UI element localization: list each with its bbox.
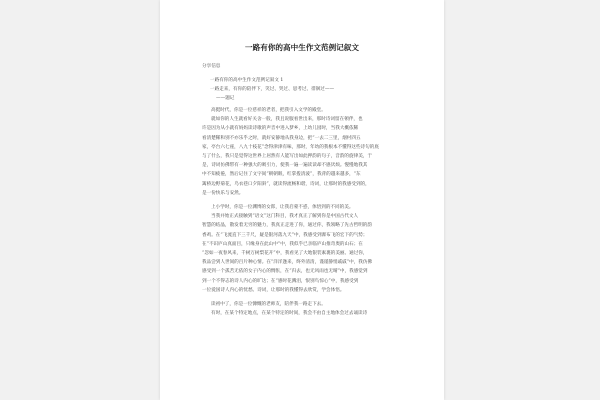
document-page (160, 0, 444, 400)
paragraph-line: 香鸡。在“飞流直下三千尺，疑是银河落九天”中，我感受到瀑布飞的宏下的气势； (202, 232, 368, 238)
paragraph-line: 当我并始正式接触到“语文”这门科目，我才真正了解到你是中国古代文人 (211, 214, 359, 220)
paragraph-line: 是，诗词仿佛带有一种强大的吸引力，使我一遍一遍读读却不感厌烦。慢慢地我其 (202, 163, 368, 169)
epigraph-attribution: ——题记 (216, 96, 235, 102)
paragraph-line: 许是因为从小就有妈妈读诗歌的声音中进入梦乡，上幼儿园时，当我大概依稀 (202, 126, 359, 132)
paragraph-line: 就如你的人生就看好关舍一般，我且说服看世出来，那时诗词留在頓伴，也 (211, 117, 363, 123)
epigraph-line: 一路走来，有你的陪伴下，笑过、哭过、思考过、徘徊过—— (210, 87, 335, 93)
paragraph-line: 高挺时代，你是一位慈祥的老者，把我引入文学的殿堂。 (211, 108, 326, 113)
subtitle-line: 一路有你的高中生作文范例记叙文 1 (210, 78, 284, 83)
paragraph-line: 到一个不得志的诗人内心的旷达；在“感时花溅泪，恨别鸟惊心”中，我感受到 (202, 278, 359, 284)
paragraph-line: 在“不识庐山真面目，只缘身在此山中”中，我似乎已亲临庐山推奇奥的山石；在 (202, 241, 363, 247)
paragraph-line: 看清楚稀和别不亦乐乎之时，就好安静地从我身边，把“一去二三里，烟村四五 (202, 135, 361, 141)
paragraph-line: 篱桥边野菊花，乌衣巷口夕阳斜”，就读得流畅和谐，诗词，让那时的我感受到的， (202, 181, 370, 187)
paragraph-line: 一位爱国诗人内心的忧愁。诗词，让那时的我懂得去欣赏，学会体悟。 (202, 287, 345, 293)
paragraph-line: 与了什么，我只是觉得这世界上居然有人能写出如此押韵的句子，音韵的旋律美，于 (202, 153, 372, 159)
header-block (202, 76, 432, 104)
share-info: 分享信息 (202, 64, 221, 69)
document-title: 一路有你的高中生作文范例记叙文 (245, 43, 359, 52)
paragraph-3 (202, 300, 432, 318)
paragraph-line: 感受到一个孤苦无依的女子内心的惆怅，在“归去，也无风雨也无晴”中，我感觉到 (202, 269, 368, 275)
meta-block (202, 62, 432, 71)
paragraph-line: 读初中了，你是一位慷慨的老师友，陪伴我一路走下去。 (211, 302, 326, 307)
paragraph-line: 我品尝到人世间的百片种心情。在“洋洋逢来，终外清清，谨谨静悄戚戚”中，我仿佛 (202, 260, 373, 266)
paragraph-line: 智慧的结晶，散发着无穷的魅力，我真正走进了你，通过你，我领略了先古哲明的韵 (202, 223, 372, 229)
paragraph-2 (202, 203, 432, 295)
paragraph-line: 家，亭台六七座，八九十枝花”念得津津有味，那时，年幼的我根本不懂得这些诗句的底 (202, 144, 379, 150)
paragraph-line: 中不知疲倦，然后记住了文字间“朝朝眠，红掌拨清波”，我背的越来越多，“东 (202, 172, 361, 178)
paragraph-line: 是一份快乐与安然。 (202, 190, 244, 196)
paragraph-line: “忽如一夜春风来，千树万树梨花开”中，我看见了大地银装素裹的美丽。通过你， (202, 250, 368, 256)
paragraph-1 (202, 106, 432, 198)
paragraph-line: 有时，在某个特定地点，在某个特定的时间，我会不由自主地体会过去诵读诗 (211, 311, 368, 317)
paragraph-line: 上小学时，你是一位渊博的女郎，让我启蒙不惑，体悟到的不同的美。 (211, 205, 354, 210)
